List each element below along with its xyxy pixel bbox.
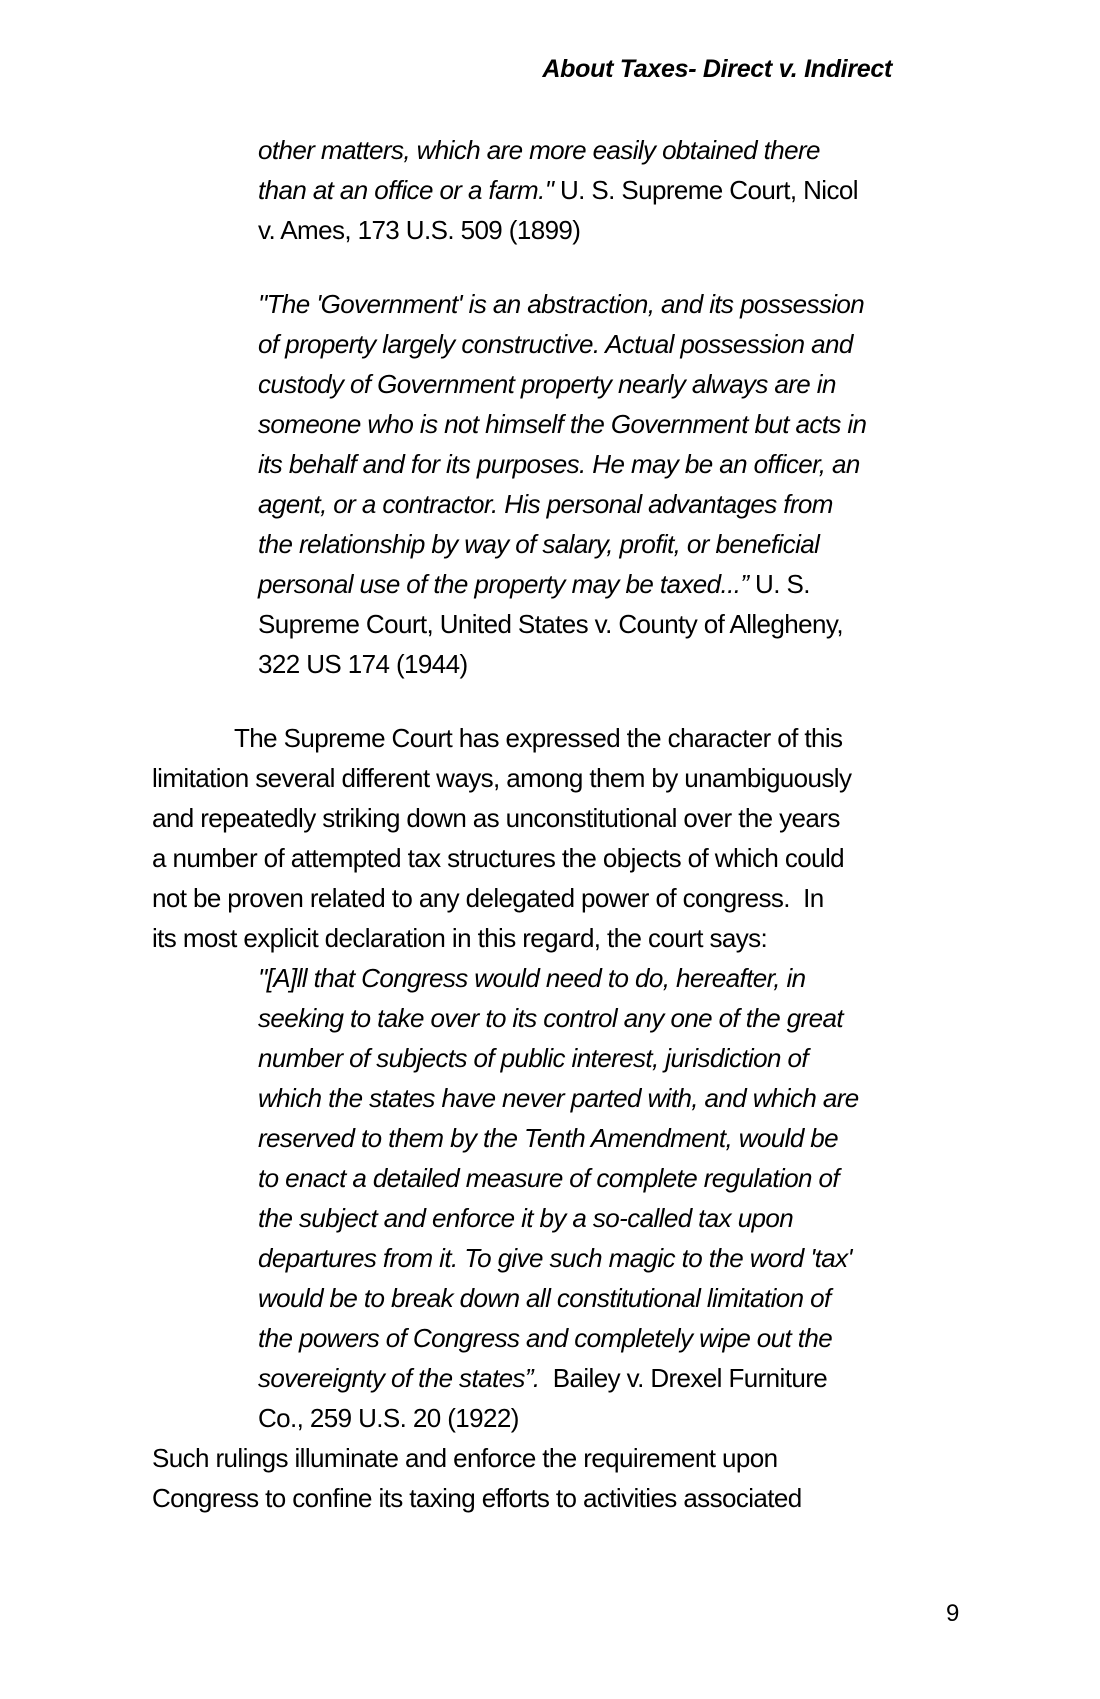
quote-block	[258, 958, 896, 1438]
regular-text: limitation several different ways, among them by unambiguously	[152, 763, 852, 793]
regular-text: Supreme Court, United States v. County of Allegheny,	[258, 609, 843, 639]
quote-italic-text: which the states have never parted with, and which are	[258, 1083, 859, 1113]
text-line	[258, 958, 896, 998]
text-line	[258, 364, 896, 404]
regular-text: and repeatedly striking down as unconstitutional over the years	[152, 803, 840, 833]
quote-italic-text: agent, or a contractor. His personal advantages from	[258, 489, 833, 519]
quote-italic-text: number of subjects of public interest, jurisdiction of	[258, 1043, 808, 1073]
text-line	[152, 798, 896, 838]
text-line	[152, 878, 896, 918]
quote-italic-text: custody of Government property nearly always are in	[258, 369, 836, 399]
regular-text: The Supreme Court has expressed the character of this	[234, 723, 843, 753]
text-line	[258, 998, 896, 1038]
text-line	[152, 758, 896, 798]
quote-italic-text: sovereignty of the states”.	[258, 1363, 553, 1393]
quote-italic-text: other matters, which are more easily obtained there	[258, 135, 820, 165]
body-paragraph	[152, 718, 896, 958]
body-paragraph	[152, 1438, 896, 1518]
regular-text: 322 US 174 (1944)	[258, 649, 468, 679]
text-line	[258, 324, 896, 364]
page-content	[152, 130, 896, 1518]
regular-text: v. Ames, 173 U.S. 509 (1899)	[258, 215, 581, 245]
quote-italic-text: the subject and enforce it by a so-called tax upon	[258, 1203, 794, 1233]
quote-italic-text: the powers of Congress and completely wipe out the	[258, 1323, 833, 1353]
text-line	[258, 1158, 896, 1198]
text-line	[258, 170, 896, 210]
quote-italic-text: would be to break down all constitutional limitation of	[258, 1283, 831, 1313]
quote-italic-text: personal use of the property may be taxed...”	[258, 569, 756, 599]
regular-text: a number of attempted tax structures the objects of which could	[152, 843, 845, 873]
quote-italic-text: its behalf and for its purposes. He may be an officer, an	[258, 449, 860, 479]
text-line	[258, 1038, 896, 1078]
text-line	[258, 1118, 896, 1158]
text-line	[258, 604, 896, 644]
text-line	[258, 1358, 896, 1398]
regular-text: U. S.	[755, 569, 810, 599]
regular-text: Congress to confine its taxing efforts to activities associated	[152, 1483, 802, 1513]
quote-block	[258, 284, 896, 684]
text-line	[258, 564, 896, 604]
quote-italic-text: seeking to take over to its control any one of the great	[258, 1003, 843, 1033]
text-line	[152, 718, 896, 758]
quote-italic-text: "[A]ll that Congress would need to do, hereafter, in	[258, 963, 806, 993]
regular-text: Bailey v. Drexel Furniture	[552, 1363, 828, 1393]
quote-italic-text: to enact a detailed measure of complete regulation of	[258, 1163, 840, 1193]
text-line	[258, 130, 896, 170]
regular-text: U. S. Supreme Court, Nicol	[559, 175, 858, 205]
text-line	[258, 1238, 896, 1278]
regular-text: its most explicit declaration in this regard, the court says:	[152, 923, 768, 953]
quote-italic-text: of property largely constructive. Actual possession and	[258, 329, 853, 359]
text-line	[258, 1078, 896, 1118]
regular-text: not be proven related to any delegated power of congress. In	[152, 883, 824, 913]
text-line	[258, 1398, 896, 1438]
regular-text: Co., 259 U.S. 20 (1922)	[258, 1403, 519, 1433]
text-line	[258, 444, 896, 484]
quote-block	[258, 130, 896, 250]
text-line	[152, 918, 896, 958]
text-line	[258, 404, 896, 444]
text-line	[152, 1438, 896, 1478]
page-number: 9	[946, 1600, 960, 1627]
text-line	[258, 1278, 896, 1318]
text-line	[258, 1198, 896, 1238]
text-line	[258, 484, 896, 524]
text-line	[152, 1478, 896, 1518]
text-line	[258, 284, 896, 324]
text-line	[258, 210, 896, 250]
quote-italic-text: the relationship by way of salary, profit, or beneficial	[258, 529, 820, 559]
text-line	[152, 838, 896, 878]
quote-italic-text: departures from it. To give such magic to the word 'tax'	[258, 1243, 852, 1273]
text-line	[258, 524, 896, 564]
quote-italic-text: someone who is not himself the Government but acts in	[258, 409, 867, 439]
quote-italic-text: than at an office or a farm."	[258, 175, 560, 205]
quote-italic-text: reserved to them by the Tenth Amendment, would be	[258, 1123, 839, 1153]
text-line	[258, 644, 896, 684]
page-header-title: About Taxes- Direct v. Indirect	[542, 55, 892, 83]
regular-text: Such rulings illuminate and enforce the requirement upon	[152, 1443, 778, 1473]
text-line	[258, 1318, 896, 1358]
quote-italic-text: "The 'Government' is an abstraction, and its possession	[258, 289, 865, 319]
